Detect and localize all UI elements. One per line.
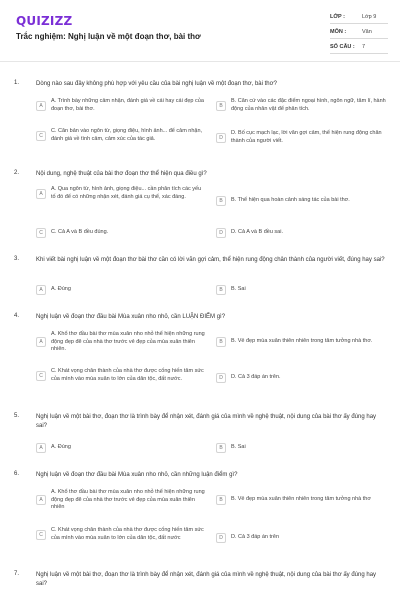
option-text: B. Căn cứ vào các đặc điểm ngoại hình, ngôn ngữ, tâm lí, hành động của nhân vật để phân tích. <box>231 98 386 112</box>
option-letter: B <box>216 285 226 295</box>
option-text: B. Sai <box>231 444 246 451</box>
option-d[interactable] <box>216 373 386 383</box>
option-text: C. Căn bản vào ngôn từ, giọng điệu, hình ảnh... để cảm nhận, đánh giá về tình cảm, cảm xúc của tác giả. <box>51 128 203 142</box>
option-letter: D <box>216 533 226 543</box>
option-c[interactable] <box>36 228 206 238</box>
option-a[interactable] <box>36 98 206 113</box>
option-text: C. Khát vọng chân thành của nhà thơ được cống hiến tâm sức của mình vào mùa xuân to lớn của dân tộc, đất nước <box>51 527 204 541</box>
option-b[interactable] <box>216 196 386 206</box>
option-letter: B <box>216 443 226 453</box>
option-text: B. Thể hiện qua hoàn cảnh sáng tác của bài thơ. <box>231 197 350 204</box>
option-letter: B <box>216 101 226 111</box>
option-text: B. Vẻ đẹp mùa xuân thiên nhiên trong tâm tưởng nhà thơ <box>231 496 371 503</box>
option-a[interactable] <box>36 285 206 295</box>
option-letter: C <box>36 131 46 141</box>
option-letter: C <box>36 371 46 381</box>
option-a[interactable] <box>36 186 206 201</box>
question-text: Dòng nào sau đây không phù hợp với yêu cầu của bài nghị luận về một đoạn thơ, bài thơ? <box>36 81 277 87</box>
meta-label: MÔN : <box>330 28 347 35</box>
question-number: 2. <box>14 170 20 176</box>
option-b[interactable] <box>216 443 386 453</box>
question-text: Nghị luận về một bài thơ, đoạn thơ là trình bày để nhận xét, đánh giá của mình về nghệ thuật, nội dung của bài thơ ấy đúng hay sai? <box>36 414 377 429</box>
option-letter: C <box>36 228 46 238</box>
option-c[interactable] <box>36 527 206 542</box>
meta-row-subject <box>330 25 388 39</box>
option-text: A. Khổ thơ đầu bài thơ mùa xuân nho nhỏ thể hiện những rung động đẹp đẽ của nhà thơ trước vẻ đẹp của mùa xuân thiên nhiên. <box>51 331 205 352</box>
meta-label: SỐ CÂU : <box>330 43 355 50</box>
option-letter: B <box>216 495 226 505</box>
option-letter: D <box>216 133 226 143</box>
option-letter: A <box>36 337 46 347</box>
option-a[interactable] <box>36 331 206 354</box>
option-text: B. Vẻ đẹp mùa xuân thiên nhiên trong tâm tưởng nhà thơ. <box>231 338 373 345</box>
option-letter: A <box>36 495 46 505</box>
option-letter: D <box>216 228 226 238</box>
question-text: Nghị luận về đoạn thơ đầu bài Mùa xuân nho nhỏ, cần những luận điểm gì? <box>36 472 238 478</box>
option-text: A. Trình bày những cảm nhận, đánh giá về cái hay cái đẹp của đoạn thơ, bài thơ. <box>51 98 204 112</box>
question-number: 3. <box>14 256 20 262</box>
option-letter: A <box>36 443 46 453</box>
worksheet-meta <box>330 10 388 55</box>
option-letter: B <box>216 337 226 347</box>
option-b[interactable] <box>216 285 386 295</box>
meta-value: Văn <box>362 28 372 35</box>
question-text: Nghị luận về một bài thơ, đoạn thơ là trình bày để nhận xét, đánh giá của mình về nghệ thuật, nội dung của bài thơ ấy đúng hay sai? <box>36 572 377 587</box>
worksheet-title: Trắc nghiệm: Nghị luận về một đoạn thơ, bài thơ <box>16 32 201 41</box>
option-text: C. Cả A và B đều đúng. <box>51 229 109 236</box>
option-text: A. Qua ngôn từ, hình ảnh, giọng điệu... cần phân tích các yếu tố đó để có những nhận xét, đánh giá cụ thể, xác đáng. <box>51 186 202 200</box>
option-text: C. Khát vọng chân thành của nhà thơ được cống hiến tâm sức của mình vào mùa xuân to lớn của dân tộc, đất nước. <box>51 368 204 382</box>
option-letter: A <box>36 285 46 295</box>
question-number: 1. <box>14 80 20 86</box>
meta-value: Lớp 9 <box>362 13 377 20</box>
meta-row-grade <box>330 10 388 24</box>
option-text: D. Cả 3 đáp án trên. <box>231 374 281 381</box>
option-d[interactable] <box>216 533 386 543</box>
option-b[interactable] <box>216 495 386 505</box>
question-text: Nội dung, nghệ thuật của bài thơ đoạn thơ thể hiện qua điều gì? <box>36 171 207 177</box>
meta-label: LỚP : <box>330 13 345 20</box>
meta-row-count <box>330 40 388 54</box>
option-letter: C <box>36 530 46 540</box>
option-letter: D <box>216 373 226 383</box>
option-text: D. Cả 3 đáp án trên <box>231 534 280 541</box>
question-number: 7. <box>14 571 20 577</box>
question-number: 4. <box>14 313 20 319</box>
option-letter: A <box>36 189 46 199</box>
option-a[interactable] <box>36 489 206 512</box>
option-text: D. Bố cục mạch lạc, lời văn gợi cảm, thể hiện rung động chân thành của người viết. <box>231 130 382 144</box>
question-number: 5. <box>14 413 20 419</box>
question-text: Khi viết bài nghị luận về một đoạn thơ bài thơ cần có lời văn gợi cảm, thể hiện rung động chân thành của người viết, đúng hay sai? <box>36 257 385 263</box>
option-d[interactable] <box>216 130 386 145</box>
option-c[interactable] <box>36 368 206 383</box>
worksheet-header <box>0 0 400 62</box>
option-a[interactable] <box>36 443 206 453</box>
option-b[interactable] <box>216 98 386 113</box>
option-letter: A <box>36 101 46 111</box>
option-text: A. Khổ thơ đầu bài thơ mùa xuân nho nhỏ thể hiện những rung động đẹp đẽ của nhà thơ trước vẻ đẹp của mùa xuân thiên nhiên <box>51 489 205 510</box>
option-text: B. Sai <box>231 286 246 293</box>
option-b[interactable] <box>216 337 386 347</box>
option-d[interactable] <box>216 228 386 238</box>
option-text: A. Đúng <box>51 286 71 293</box>
question-text: Nghị luận về đoạn thơ đầu bài Mùa xuân nho nhỏ, cần LUẬN ĐIỂM gì? <box>36 314 226 320</box>
option-text: A. Đúng <box>51 444 71 451</box>
option-text: D. Cả A và B đều sai. <box>231 229 283 236</box>
quizizz-logo: QUIZIZZ <box>16 14 73 28</box>
option-letter: B <box>216 196 226 206</box>
option-c[interactable] <box>36 128 206 143</box>
meta-value: 7 <box>362 43 366 50</box>
question-number: 6. <box>14 471 20 477</box>
